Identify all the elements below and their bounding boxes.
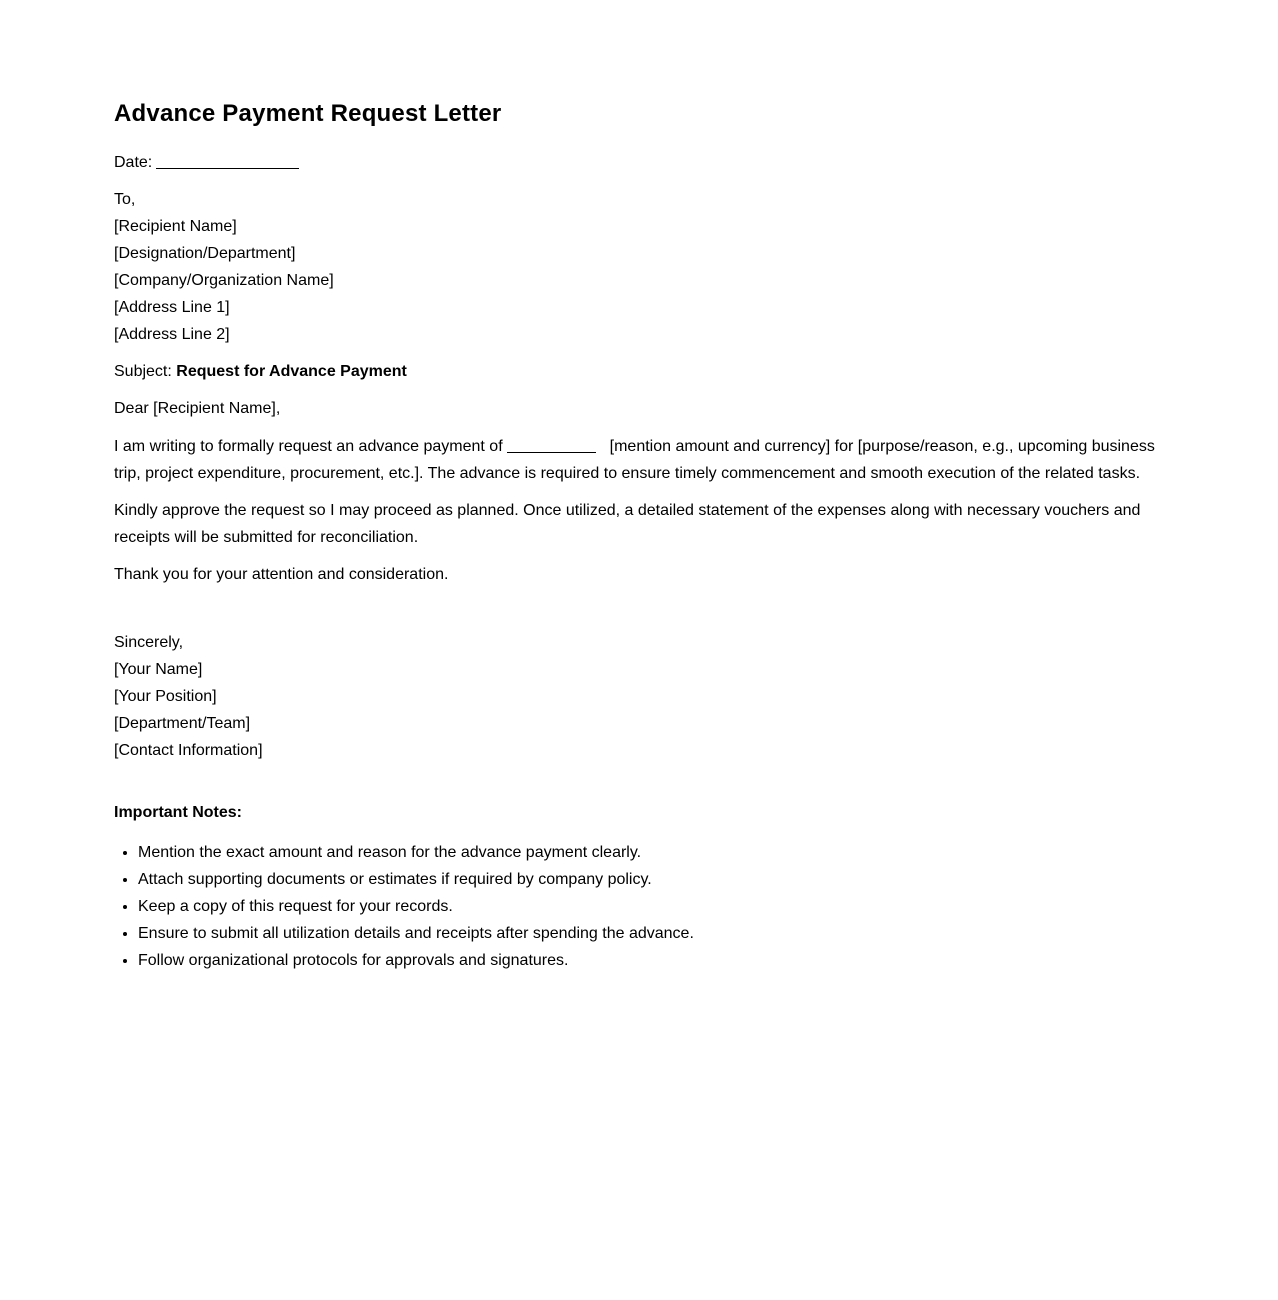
sign-off: Sincerely, [114, 634, 184, 651]
list-item: • Ensure to submit all utilization details and receipts after spending the advance. [138, 920, 1164, 947]
body-paragraph-3: Thank you for your attention and consideration. [114, 566, 449, 583]
date-row [114, 148, 1164, 176]
subject-line [114, 358, 1164, 385]
para1-start: I am writing to formally request an advance payment of [114, 438, 503, 455]
letter-document [114, 0, 1164, 974]
recipient-company: [Company/Organization Name] [114, 272, 334, 289]
recipient-designation: [Designation/Department] [114, 245, 296, 262]
date-blank-line [156, 150, 299, 169]
address-line-1: [Address Line 1] [114, 299, 230, 316]
para1-end: [mention amount and currency] for [purpose/reason, e.g., upcoming business trip, project expenditure, procurement, etc.]. The advance is required to ensure timely commencement and smooth execution of the related tasks. [114, 438, 1155, 482]
notes-heading: Important Notes: [114, 804, 242, 821]
subject-label: Subject: [114, 363, 172, 380]
body-paragraph-2: Kindly approve the request so I may proceed as planned. Once utilized, a detailed statement of the expenses along with necessary vouchers and receipts will be submitted for reconciliation. [114, 502, 1141, 546]
sender-position: [Your Position] [114, 688, 217, 705]
address-line-2: [Address Line 2] [114, 326, 230, 343]
recipient-address [114, 186, 1164, 348]
recipient-name: [Recipient Name] [114, 218, 237, 235]
amount-blank-line [507, 434, 596, 453]
sender-contact: [Contact Information] [114, 742, 263, 759]
subject-value: Request for Advance Payment [176, 363, 407, 380]
sender-name: [Your Name] [114, 661, 203, 678]
list-item: • Keep a copy of this request for your records. [138, 893, 1164, 920]
sender-department: [Department/Team] [114, 715, 251, 732]
list-item: • Mention the exact amount and reason for the advance payment clearly. [138, 839, 1164, 866]
closing-block [114, 629, 1164, 764]
to-label: To, [114, 191, 136, 208]
body-paragraph-1 [114, 432, 1164, 487]
page-title: Advance Payment Request Letter [114, 100, 502, 127]
notes-list [114, 839, 1164, 974]
salutation: Dear [Recipient Name], [114, 400, 281, 417]
list-item: • Follow organizational protocols for approvals and signatures. [138, 947, 1164, 974]
date-label: Date: [114, 154, 153, 171]
list-item: • Attach supporting documents or estimates if required by company policy. [138, 866, 1164, 893]
